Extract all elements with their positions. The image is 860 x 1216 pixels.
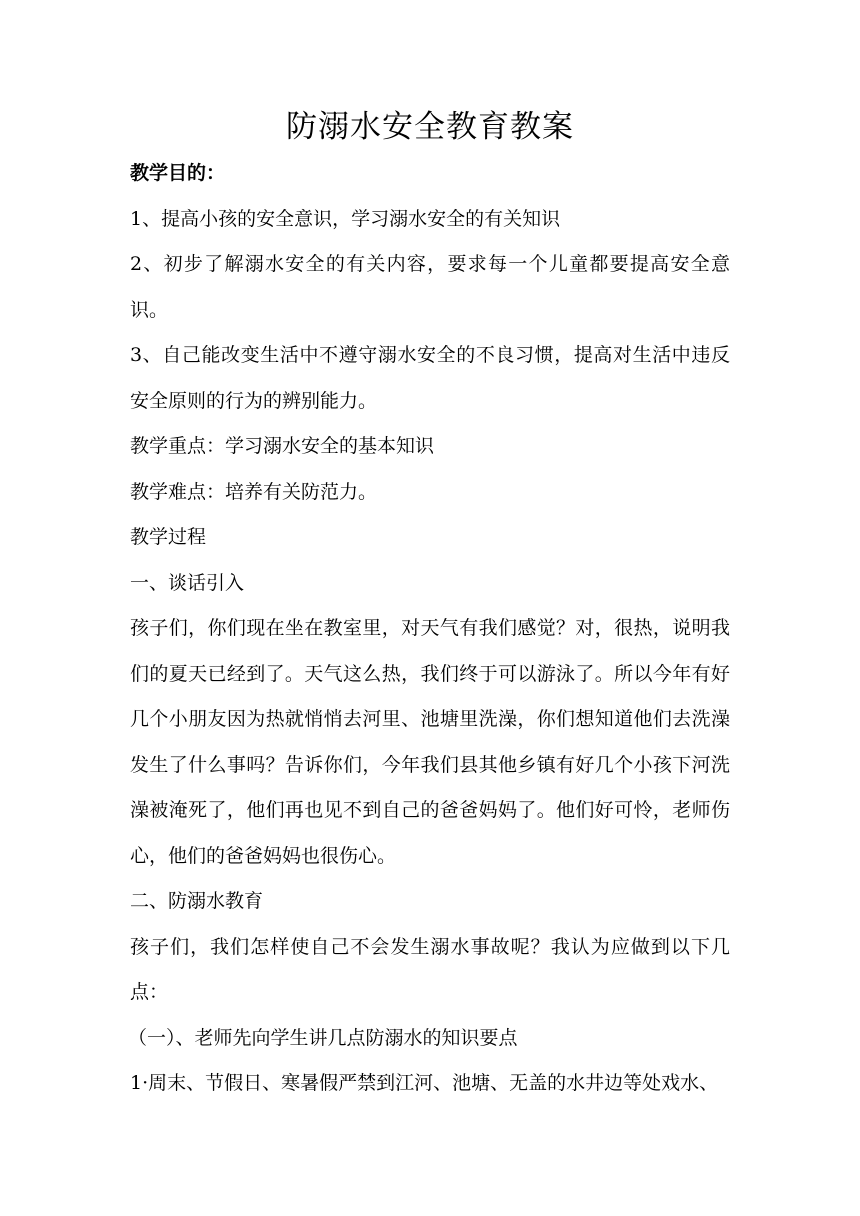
document-title: 防溺水安全教育教案: [286, 109, 574, 145]
knowledge-point-1: 1·周末、节假日、寒暑假严禁到江河、池塘、无盖的水井边等处戏水、: [130, 1072, 719, 1094]
document-body: [130, 151, 730, 1107]
objective-item-2: 2、初步了解溺水安全的有关内容，要求每一个儿童都要提高安全意识。: [130, 253, 730, 321]
intro-paragraph: 孩子们，你们现在坐在教室里，对天气有我们感觉？对，很热，说明我们的夏天已经到了。天气这么热，我们终于可以游泳了。所以今年有好几个小朋友因为热就悄悄去河里、池塘里洗澡，你们想知道他们去洗澡发生了什么事吗？告诉你们，今年我们县其他乡镇有好几个小孩下河洗澡被淹死了，他们再也见不到自己的爸爸妈妈了。他们好可怜，老师伤心，他们的爸爸妈妈也很伤心。: [130, 617, 730, 867]
section-heading-process: 教学过程: [130, 526, 207, 548]
objective-item-3: 3、自己能改变生活中不遵守溺水安全的不良习惯，提高对生活中违反安全原则的行为的辨别能力。: [130, 344, 730, 412]
objective-item-1: 1、提高小孩的安全意识，学习溺水安全的有关知识: [130, 207, 561, 230]
subsection-heading-education: 二、防溺水教育: [130, 890, 264, 912]
teaching-key-point: 教学重点：学习溺水安全的基本知识: [130, 435, 435, 457]
subsection-heading-intro: 一、谈话引入: [130, 571, 245, 594]
knowledge-points-heading: （一）、老师先向学生讲几点防溺水的知识要点: [128, 1026, 518, 1049]
education-paragraph: 孩子们，我们怎样使自己不会发生溺水事故呢？我认为应做到以下几点：: [130, 935, 730, 1003]
section-heading-objectives: 教学目的：: [130, 162, 226, 184]
teaching-difficulty: 教学难点：培养有关防范力。: [130, 480, 378, 503]
